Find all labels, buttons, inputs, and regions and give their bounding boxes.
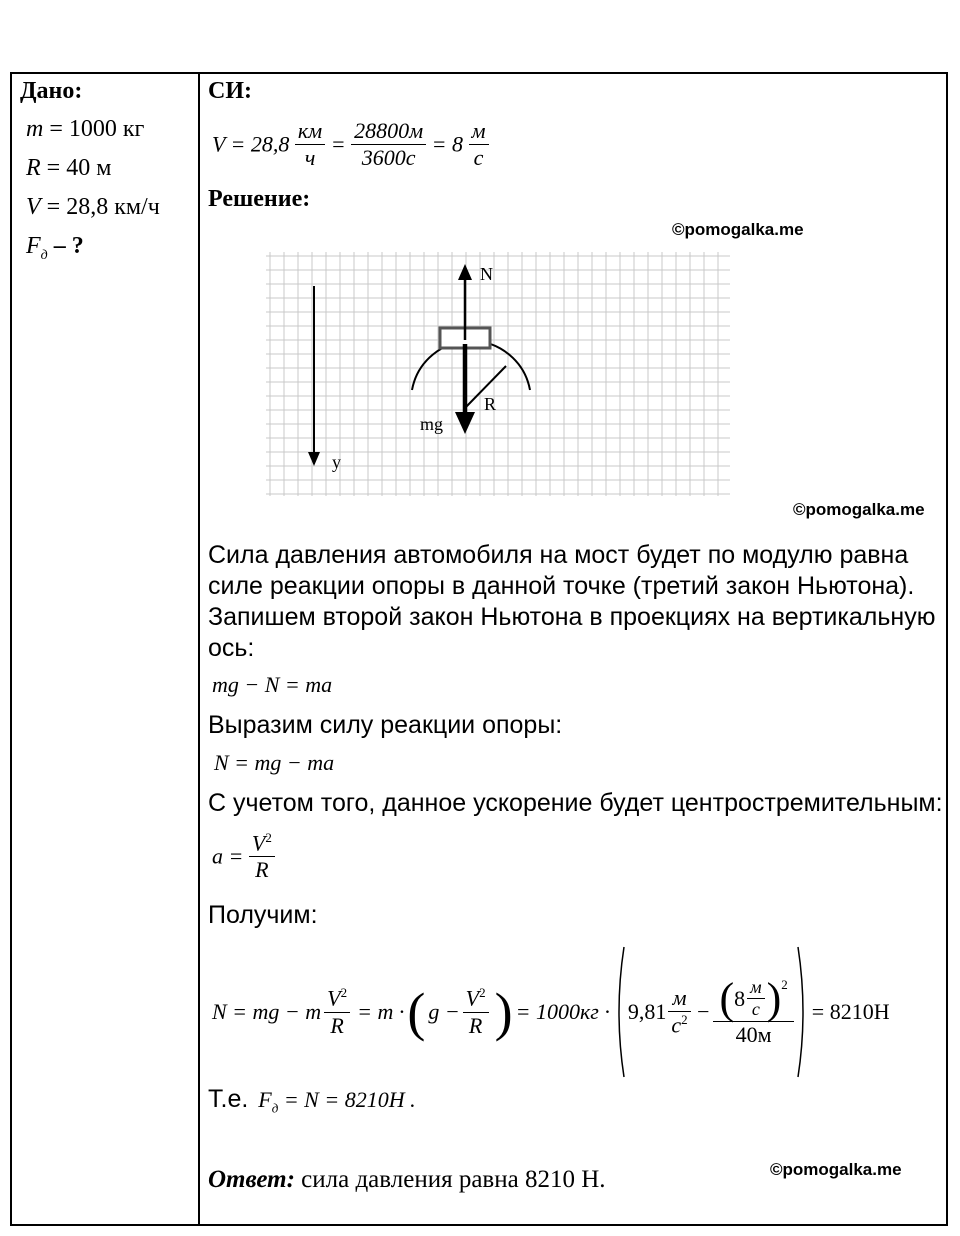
conclusion-line	[208, 1084, 416, 1116]
si-heading: СИ:	[208, 78, 252, 104]
given-unknown-symbol: F	[26, 233, 41, 259]
paren-right-1: )	[494, 982, 513, 1042]
normal-force-arrowhead	[458, 264, 472, 280]
normal-force-label: N	[480, 264, 493, 284]
acc-num	[249, 830, 275, 857]
acc-num-sup: 2	[265, 830, 272, 845]
equation-newton: mg − N = ma	[212, 672, 333, 697]
given-column	[12, 74, 198, 1224]
acc-den: R	[255, 857, 269, 883]
given-speed	[26, 194, 160, 221]
given-unknown	[26, 233, 84, 264]
final-inner-num: м	[747, 977, 765, 999]
solution-heading: Решение:	[208, 186, 311, 212]
answer-line	[208, 1166, 606, 1194]
text-centripetal: С учетом того, данное ускорение будет центростремительным:	[208, 789, 943, 817]
final-p1: N = mg − m	[212, 999, 322, 1024]
si-conversion	[212, 118, 489, 171]
si-fraction-kmh	[295, 118, 325, 171]
final-unit-frac	[668, 985, 690, 1038]
acc-fraction	[249, 830, 275, 883]
conclusion-sub: д	[271, 1100, 279, 1116]
si-f1-den: ч	[304, 145, 316, 170]
final-unit-den-sup: 2	[681, 1012, 688, 1028]
si-eq1: =	[330, 131, 346, 157]
paren-right-inner: )	[766, 973, 782, 1023]
final-big-frac	[713, 973, 793, 1048]
si-f3-den: с	[473, 145, 484, 170]
watermark-bottom: ©pomogalka.me	[770, 1160, 902, 1179]
answer-label: Ответ:	[208, 1166, 295, 1193]
equation-reaction: N = mg − ma	[214, 750, 335, 775]
given-unknown-value: – ?	[53, 233, 84, 259]
given-mass	[26, 116, 144, 143]
final-big-frac-num	[713, 973, 793, 1023]
given-speed-symbol: V	[26, 194, 41, 220]
gravity-force-label: mg	[420, 414, 444, 434]
final-unit-num: м	[668, 985, 690, 1012]
final-unit-den-c: с	[671, 1012, 682, 1038]
force-diagram	[266, 252, 736, 498]
given-radius-symbol: R	[26, 155, 41, 181]
paren-left-inner: (	[719, 973, 735, 1023]
paragraph-line-1: Сила давления автомобиля на мост будет по модулю равна	[208, 541, 909, 569]
solution-column	[200, 74, 946, 1224]
conclusion-rest: = N = 8210H .	[283, 1087, 416, 1112]
acc-num-v: V	[251, 830, 266, 856]
final-inner-frac	[747, 977, 765, 1020]
final-p5: 9,81	[627, 999, 667, 1024]
final-v-2: V	[465, 985, 480, 1011]
paren-left-big	[612, 945, 626, 1079]
given-mass-value: = 1000 кг	[49, 116, 145, 142]
paren-right-big	[796, 945, 810, 1079]
y-axis-arrowhead	[308, 452, 320, 466]
final-frac-v2r-2	[463, 985, 489, 1038]
final-inner-8: 8	[734, 985, 746, 1011]
final-big-frac-den: 40м	[735, 1021, 772, 1047]
final-p4: = 1000кг ·	[515, 999, 610, 1024]
paragraph-line-3: Запишем второй закон Ньютона в проекциях на вертикальную	[208, 603, 936, 631]
given-speed-value: = 28,8 км/ч	[46, 194, 160, 220]
conclusion-f: F	[258, 1087, 272, 1112]
si-fraction-result	[469, 118, 489, 171]
equation-final	[212, 942, 890, 1082]
final-unit-den	[668, 1012, 690, 1038]
final-minus: −	[695, 999, 711, 1024]
final-inner-den: с	[751, 999, 760, 1019]
watermark-mid: ©pomogalka.me	[793, 500, 925, 519]
given-radius	[26, 155, 111, 182]
final-v-sup: 2	[340, 985, 348, 1001]
final-frac-v2r-num	[324, 985, 350, 1012]
final-p2: = m ·	[357, 999, 405, 1024]
given-unknown-subscript: д	[40, 247, 48, 263]
y-axis-label: y	[332, 452, 341, 472]
si-f2-den: 3600с	[361, 145, 416, 170]
given-mass-symbol: m	[26, 116, 44, 142]
final-frac2-num	[463, 985, 489, 1012]
conclusion-prefix: Т.е.	[208, 1085, 249, 1113]
final-r-2: R	[468, 1012, 483, 1038]
given-radius-value: = 40 м	[46, 155, 112, 181]
si-f2-num: 28800м	[351, 118, 426, 145]
si-fraction-ms	[351, 118, 426, 171]
acc-lhs: a =	[212, 843, 244, 869]
si-f3-num: м	[469, 118, 489, 145]
gravity-force-arrowhead	[455, 412, 475, 434]
final-v-sup-2: 2	[479, 985, 486, 1001]
paragraph-line-2: силе реакции опоры в данной точке (третий закон Ньютона).	[208, 572, 915, 600]
text-we-get: Получим:	[208, 901, 318, 929]
given-heading: Дано:	[20, 78, 83, 104]
final-result: = 8210H	[811, 999, 890, 1024]
si-lhs: V = 28,8	[212, 131, 290, 157]
final-inner-sup: 2	[781, 976, 788, 992]
si-f1-num: км	[295, 118, 325, 145]
explanation-paragraph	[208, 540, 935, 664]
text-express-reaction: Выразим силу реакции опоры:	[208, 711, 563, 739]
paren-left-1: (	[407, 982, 426, 1042]
final-p3: g −	[428, 999, 460, 1024]
conclusion-equation	[258, 1087, 416, 1116]
answer-text: сила давления равна 8210 Н.	[301, 1166, 606, 1193]
watermark-top: ©pomogalka.me	[672, 220, 804, 239]
final-v: V	[327, 985, 341, 1011]
radius-label: R	[484, 394, 497, 414]
solution-sheet	[10, 72, 948, 1226]
equation-acceleration	[212, 830, 275, 883]
si-eq2: = 8	[431, 131, 463, 157]
final-frac-v2r	[324, 985, 350, 1038]
final-r: R	[330, 1012, 344, 1038]
paragraph-line-4: ось:	[208, 634, 255, 662]
